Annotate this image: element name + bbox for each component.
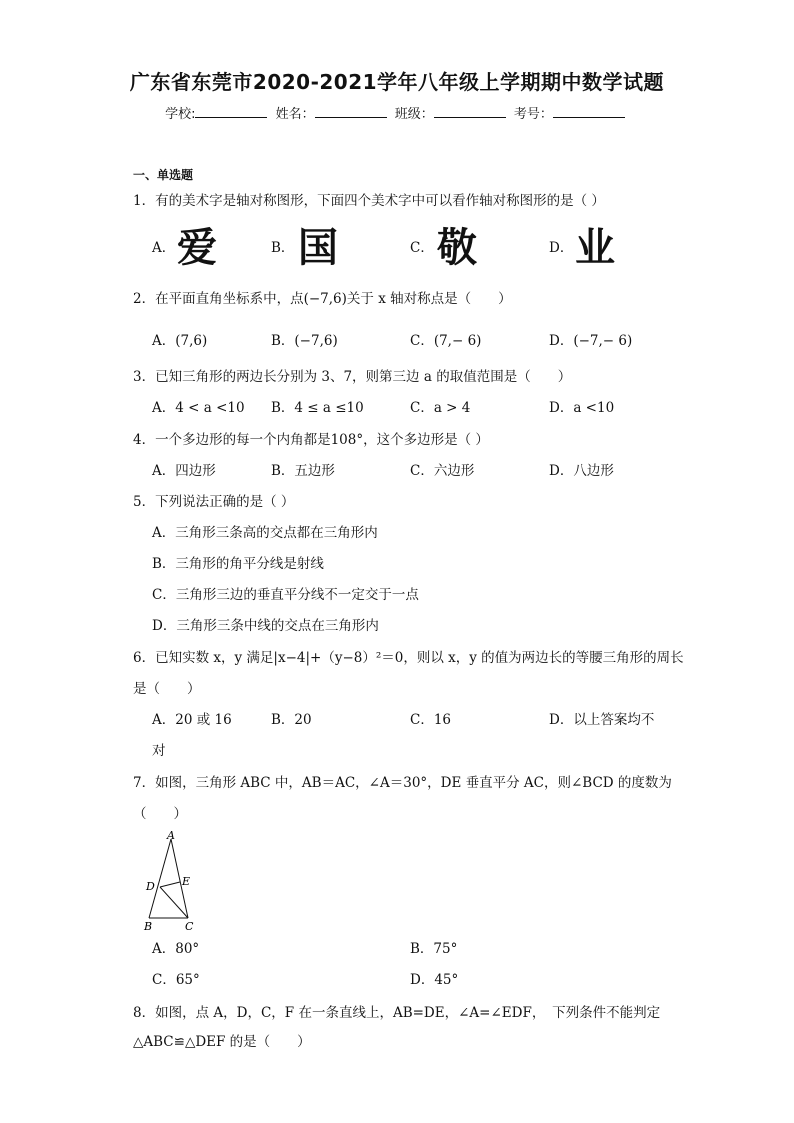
label-c: C bbox=[185, 920, 194, 933]
q6-option-c: C．16 bbox=[410, 712, 452, 728]
exam-no-blank[interactable] bbox=[553, 105, 625, 118]
q5-option-d: D．三角形三条中线的交点在三角形内 bbox=[152, 618, 379, 634]
q3-option-c: C．a > 4 bbox=[410, 400, 471, 416]
q6-option-d-wrap: 对 bbox=[152, 743, 166, 759]
school-label: 学校: bbox=[165, 107, 196, 122]
page-title: 广东省东莞市2020-2021学年八年级上学期期中数学试题 bbox=[129, 70, 665, 94]
q1-option-b-glyph: 国 bbox=[298, 225, 338, 271]
q7-triangle-figure bbox=[140, 830, 210, 935]
q3-option-b: B．4 ≤ a ≤10 bbox=[271, 400, 364, 416]
side-ab bbox=[149, 839, 171, 918]
question-2-stem: 2．在平面直角坐标系中，点(−7,6)关于 x 轴对称点是（ ） bbox=[133, 291, 512, 307]
q1-option-d-letter: D． bbox=[549, 240, 574, 256]
q4-option-b: B．五边形 bbox=[271, 463, 335, 479]
question-5-stem: 5．下列说法正确的是（ ） bbox=[133, 494, 295, 510]
q5-option-b: B．三角形的角平分线是射线 bbox=[152, 556, 324, 572]
q3-option-d: D．a <10 bbox=[549, 400, 615, 416]
label-d: D bbox=[146, 880, 155, 893]
q2-option-d: D．(−7,− 6) bbox=[549, 333, 633, 349]
class-label: 班级： bbox=[394, 107, 434, 122]
q2-option-b: B．(−7,6) bbox=[271, 333, 338, 349]
q5-option-a: A．三角形三条高的交点都在三角形内 bbox=[152, 525, 378, 541]
q3-option-a: A．4 < a <10 bbox=[152, 400, 245, 416]
q2-option-c: C．(7,− 6) bbox=[410, 333, 482, 349]
q1-option-b-letter: B． bbox=[271, 240, 295, 256]
question-6-stem-line1: 6．已知实数 x，y 满足|x−4|+（y−8）²＝0，则以 x，y 的值为两边长的等腰三角形的周长 bbox=[133, 650, 684, 666]
segment-de bbox=[160, 882, 180, 887]
q5-option-c: C．三角形三边的垂直平分线不一定交于一点 bbox=[152, 587, 419, 603]
question-7-stem-line2: （ ） bbox=[133, 806, 187, 822]
q6-option-a: A．20 或 16 bbox=[152, 712, 232, 728]
class-blank[interactable] bbox=[434, 105, 506, 118]
q7-option-c: C．65° bbox=[152, 972, 200, 988]
question-1-stem: 1．有的美术字是轴对称图形，下面四个美术字中可以看作轴对称图形的是（ ） bbox=[133, 193, 605, 209]
q7-option-d: D．45° bbox=[410, 972, 459, 988]
question-3-stem: 3．已知三角形的两边长分别为 3、7，则第三边 a 的取值范围是（ ） bbox=[133, 369, 572, 385]
section-title: 一、单选题 bbox=[133, 168, 194, 182]
question-6-stem-line2: 是（ ） bbox=[133, 681, 201, 697]
exam-no-label: 考号： bbox=[513, 107, 553, 122]
name-label: 姓名： bbox=[275, 107, 315, 122]
question-4-stem: 4．一个多边形的每一个内角都是108°，这个多边形是（ ） bbox=[133, 432, 489, 448]
q1-option-c-letter: C． bbox=[410, 240, 434, 256]
q4-option-c: C．六边形 bbox=[410, 463, 475, 479]
label-b: B bbox=[144, 920, 153, 933]
label-a: A bbox=[167, 830, 175, 842]
student-info-line bbox=[0, 103, 794, 122]
q2-option-a: A．(7,6) bbox=[152, 333, 208, 349]
q1-option-c-glyph: 敬 bbox=[437, 225, 477, 271]
q7-option-b: B．75° bbox=[410, 941, 458, 957]
school-blank[interactable] bbox=[195, 105, 267, 118]
q1-option-d-glyph: 业 bbox=[575, 225, 615, 271]
question-7-stem-line1: 7．如图，三角形 ABC 中，AB＝AC，∠A＝30°，DE 垂直平分 AC，则∠BCD 的度数为 bbox=[133, 775, 672, 791]
label-e: E bbox=[182, 875, 191, 888]
name-blank[interactable] bbox=[315, 105, 387, 118]
question-8-stem-line1: 8．如图，点 A，D，C，F 在一条直线上，AB=DE，∠A=∠EDF， 下列条件不能判定 bbox=[133, 1005, 661, 1021]
q1-option-a-glyph: 爱 bbox=[177, 225, 217, 271]
q7-option-a: A．80° bbox=[152, 941, 200, 957]
q1-option-a-letter: A． bbox=[152, 240, 176, 256]
q4-option-a: A．四边形 bbox=[152, 463, 216, 479]
q6-option-d: D．以上答案均不 bbox=[549, 712, 655, 728]
question-8-stem-line2: △ABC≌△DEF 的是（ ） bbox=[133, 1034, 311, 1050]
segment-dc bbox=[160, 887, 188, 918]
q4-option-d: D．八边形 bbox=[549, 463, 614, 479]
q6-option-b: B．20 bbox=[271, 712, 312, 728]
